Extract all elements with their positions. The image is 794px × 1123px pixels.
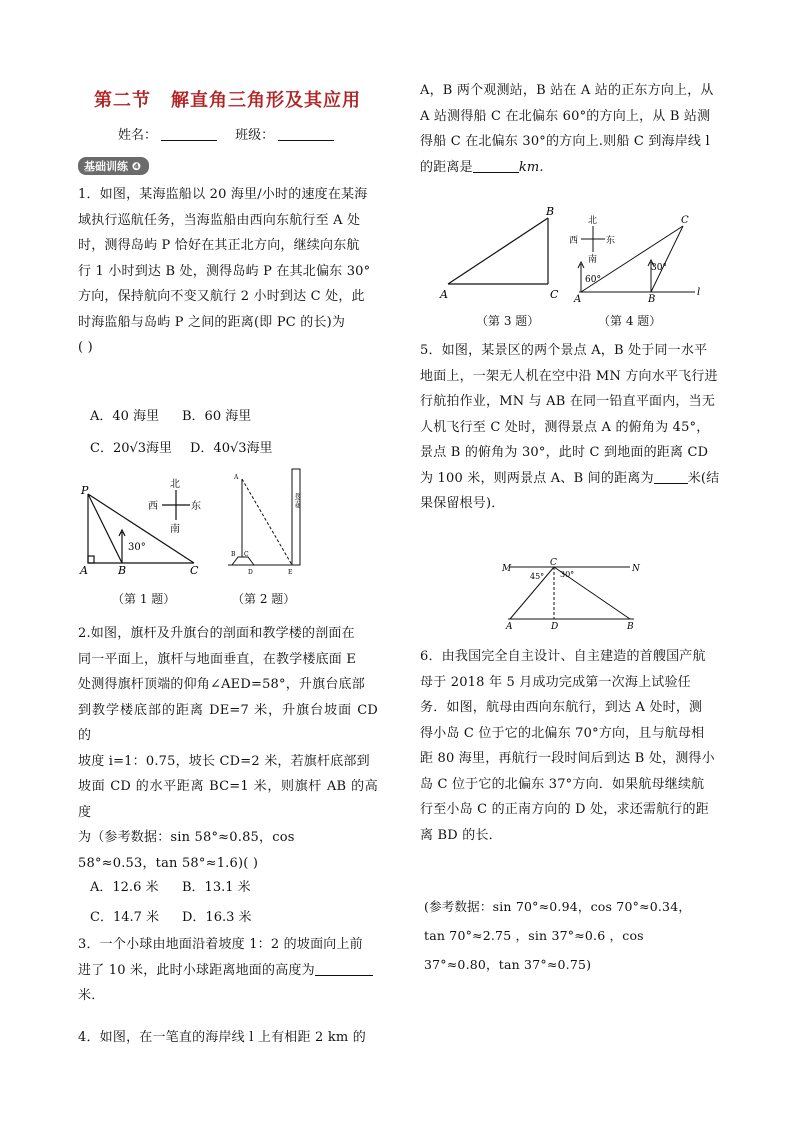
figure-2: [222, 465, 312, 580]
fig5-label-d: D: [551, 622, 559, 632]
q5-line: 果保留根号)．: [420, 496, 505, 511]
figure-4: [565, 212, 705, 307]
q2-line: 58°≈0.53，tan 58°≈1.6)( ): [78, 855, 259, 871]
fig4-compass-w: 西: [569, 236, 579, 246]
q1-line: ( ): [78, 340, 93, 355]
q6-line: 务．如图，航母由西向东航行，到达 A 处时，测: [420, 700, 703, 715]
q2-line: 同一平面上，旗杆与地面垂直，在教学楼底面 E: [78, 651, 357, 667]
question-3: [78, 932, 378, 1009]
fig4-label-l: l: [697, 287, 701, 298]
q3-line-2: [78, 958, 378, 984]
q5-line: 人机飞行至 C 处时，测得景点 A 的俯角为 45°，: [420, 419, 710, 435]
q3-line-3: 米．: [78, 988, 105, 1003]
q5-line: 行航拍作业，MN 与 AB 在同一铅直平面内，当无: [420, 394, 716, 409]
page-title: [94, 86, 361, 112]
q5-answer-blank: [654, 471, 688, 484]
q6-line: 6．由我国完全自主设计、自主建造的首艘国产航: [420, 649, 706, 664]
q5-line-tail: [420, 466, 720, 492]
fig5-angle-30: 30°: [560, 570, 575, 579]
figure-5: [496, 557, 646, 635]
question-6: [420, 644, 720, 848]
fig5-label-b: B: [627, 622, 634, 632]
q6-line: 距 80 海里，再航行一段时间后到达 B 处，测得小: [420, 751, 715, 766]
q2-line: 2.如图，旗杆及升旗台的剖面和教学楼的剖面在: [78, 626, 355, 641]
fig4-caption: （第 4 题）: [598, 314, 662, 328]
q6-reference-data: [424, 892, 720, 979]
q1-line: 方向，保持航向不变又航行 2 小时到达 C 处，此: [78, 289, 365, 304]
figure-1: [76, 470, 216, 580]
q2-option-b: B．13.1 米: [182, 880, 251, 895]
q1-options-row2: [90, 437, 273, 456]
q6-line: 得小岛 C 位于它的北偏东 70°方向，且与航母相: [420, 725, 705, 741]
fig1-label-p: P: [81, 484, 89, 497]
q5-line: 景点 B 的俯角为 30°，此时 C 到地面的距离 CD: [420, 445, 709, 460]
q2-option-d: D．16.3 米: [182, 910, 252, 925]
fig4-angle-30: 30°: [651, 263, 667, 273]
fig1-compass-e: 东: [191, 501, 201, 512]
fig2-platform: [232, 557, 254, 565]
fig2-building: [292, 469, 300, 565]
fig2-label-c: C: [244, 551, 249, 558]
fig1-right-angle: [88, 556, 94, 563]
q4-line: 4．如图，在一笔直的海岸线 l 上有相距 2 km 的: [78, 1030, 366, 1045]
q1-option-a: A．40 海里: [90, 409, 160, 424]
q6-line: 母于 2018 年 5 月成功完成第一次海上试验任: [420, 674, 691, 690]
name-label: 姓名：: [118, 128, 158, 143]
q5-line: 5．如图，某景区的两个景点 A，B 处于同一水平: [420, 343, 708, 358]
q1-line: 时海监船与岛屿 P 之间的距离(即 PC 的长)为: [78, 314, 346, 330]
q6-ref-line: 37°≈0.80，tan 37°≈0.75): [424, 957, 592, 972]
q6-ref-line: tan 70°≈2.75 ，sin 37°≈0.6 ，cos: [424, 928, 644, 943]
fig5-label-m: M: [502, 564, 512, 574]
fig1-segment-pb: [88, 494, 122, 563]
fig4-label-b: B: [648, 294, 656, 305]
fig1-label-b: B: [118, 564, 127, 577]
figure-3: [438, 204, 563, 304]
q1-line: 时，测得岛屿 P 恰好在其正北方向，继续向东航: [78, 238, 360, 253]
q3-answer-blank: [315, 963, 373, 976]
fig2-building-label: 教学楼: [294, 493, 300, 508]
fig5-label-a: A: [506, 622, 513, 632]
q2-options-row1: [90, 876, 251, 895]
q2-option-c: C．14.7 米: [90, 910, 160, 925]
q1-option-d: D．40√3海里: [190, 441, 273, 456]
fig2-label-b: B: [231, 551, 236, 558]
fig2-label-e: E: [288, 569, 293, 576]
q6-line: 岛 C 位于它的北偏东 37°方向．如果航母继续航: [420, 776, 705, 792]
fig1-compass-n: 北: [170, 479, 180, 490]
q1-options-row1: [90, 405, 251, 424]
fig4-angle-60: 60°: [585, 275, 601, 285]
fig4-label-a: A: [574, 294, 582, 305]
section-title: 解直角三角形及其应用: [171, 90, 361, 111]
q2-line: 坡面 CD 的水平距离 BC=1 米，则旗杆 AB 的高度: [78, 779, 378, 820]
fig1-label-a: A: [80, 564, 88, 577]
q4-tail-unit: km.: [518, 159, 544, 175]
q6-line: 离 BD 的长．: [420, 827, 502, 843]
fig3-caption: （第 3 题）: [476, 314, 540, 328]
q2-line: 处测得旗杆顶端的仰角∠AED=58°，升旗台底部: [78, 677, 365, 692]
question-4-continued: [420, 78, 720, 180]
q4-line: A 站测得船 C 在北偏东 60°的方向上，从 B 站测: [420, 108, 711, 124]
section-badge: 基础训练 ❹: [78, 157, 149, 175]
fig3-label-b: B: [546, 205, 555, 218]
q5-tail-post: 米(结: [687, 470, 720, 486]
fig5-label-n: N: [632, 564, 640, 574]
fig2-caption: （第 2 题）: [232, 592, 296, 606]
question-1: [78, 182, 378, 361]
badge-label: 基础训练: [84, 160, 128, 173]
q4-line: 得船 C 在北偏东 30°的方向上.则船 C 到海岸线 l: [420, 134, 710, 149]
q2-option-a: A．12.6 米: [90, 880, 159, 895]
fig2-sightline: [242, 479, 292, 565]
q4-tail-pre: 的距离是: [420, 159, 473, 175]
q2-options-row2: [90, 906, 252, 925]
class-label: 班级：: [235, 128, 275, 143]
q2-line: 坡度 i=1：0.75，坡长 CD=2 米，若旗杆底部到: [78, 753, 370, 769]
fig1-caption: （第 1 题）: [112, 592, 176, 606]
class-blank: [278, 128, 334, 141]
question-5: [420, 338, 720, 517]
q1-line: 行 1 小时到达 B 处，测得岛屿 P 在其北偏东 30°: [78, 263, 371, 279]
q1-option-c: C．20√3海里: [90, 441, 173, 456]
q5-line: 地面上，一架无人机在空中沿 MN 方向水平飞行进: [420, 368, 718, 384]
fig4-compass-s: 南: [588, 255, 598, 265]
q1-line: 域执行巡航任务，当海监船由西向东航行至 A 处: [78, 212, 361, 228]
q2-line: 到教学楼底部的距离 DE=7 米，升旗台坡面 CD 的: [78, 702, 378, 743]
fig1-angle-label: 30°: [128, 542, 146, 553]
name-blank: [161, 128, 217, 141]
fig3-label-c: C: [550, 288, 559, 301]
q1-line: 1．如图，某海监船以 20 海里/小时的速度在某海: [78, 187, 368, 202]
question-2: [78, 621, 378, 876]
fig4-label-c: C: [681, 215, 689, 226]
q6-line: 行至小岛 C 的正南方向的 D 处，求还需航行的距: [420, 802, 709, 817]
fig1-compass-w: 西: [148, 501, 158, 512]
q3-line-1: 3．一个小球由地面沿着坡度 1：2 的坡面向上前: [78, 937, 363, 952]
q1-option-b: B．60 海里: [182, 409, 252, 424]
student-info: [118, 124, 348, 143]
fig1-label-c: C: [190, 564, 199, 577]
q5-tail-pre: 为 100 米，则两景点 A、B 间的距离为: [420, 470, 654, 486]
q4-line-tail: [420, 155, 720, 181]
fig4-compass-n: 北: [588, 216, 598, 226]
fig5-label-c: C: [550, 558, 557, 568]
q3-line-2-text: 进了 10 米，此时小球距离地面的高度为: [78, 962, 315, 978]
question-4-start: [78, 1025, 378, 1051]
section-number: 第二节: [94, 90, 151, 111]
q2-line: 为（参考数据：sin 58°≈0.85，cos: [78, 830, 295, 845]
q4-line: A，B 两个观测站，B 站在 A 站的正东方向上，从: [420, 83, 714, 98]
q6-ref-line: (参考数据：sin 70°≈0.94，cos 70°≈0.34，: [424, 899, 692, 914]
q4-answer-blank: [473, 160, 519, 173]
fig2-label-a: A: [234, 474, 239, 481]
fig3-label-a: A: [440, 288, 448, 301]
fig2-label-d: D: [248, 569, 253, 576]
fig3-segment-ab: [448, 218, 548, 284]
fig4-compass-e: 东: [606, 236, 616, 246]
fig5-angle-45: 45°: [530, 572, 545, 581]
fig1-compass-s: 南: [170, 524, 180, 535]
